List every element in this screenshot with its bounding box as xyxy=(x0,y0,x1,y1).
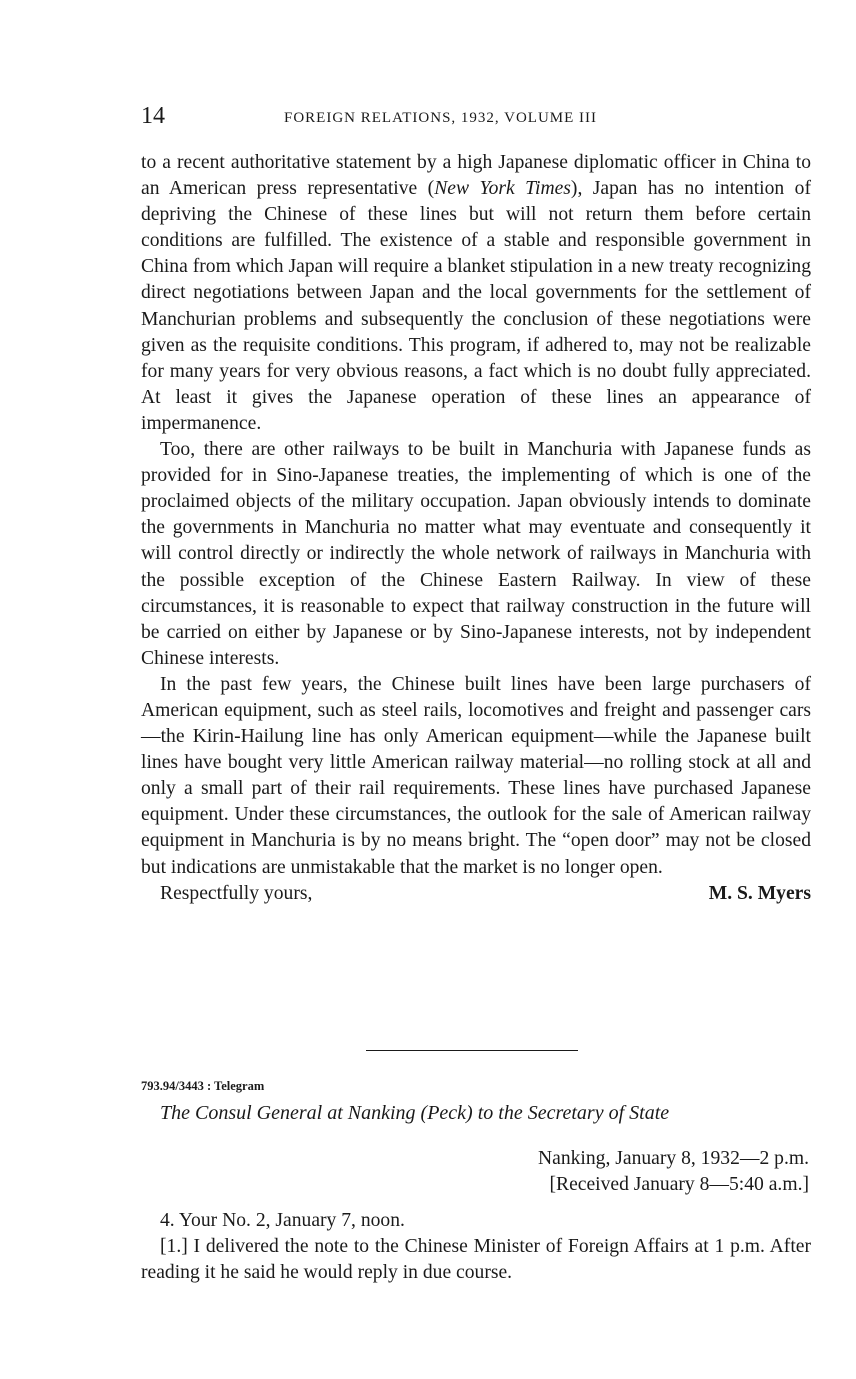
paragraph-1 xyxy=(141,150,811,437)
telegram-paragraph-2: [1.] I delivered the note to the Chinese Minister of Foreign Affairs at 1 p.m. After reading it he said he would reply in due course. xyxy=(141,1236,811,1284)
paragraph-3: In the past few years, the Chinese built lines have been large purchasers of American equipment, such as steel rails, locomotives and freight and passenger cars—the Kirin-Hailung line has only American equipment—while the Japanese built lines have bought very little American railway material—no rolling stock at all and only a small part of their rail requirements. These lines have purchased Japanese equipment. Under these circumstances, the outlook for the sale of American railway equipment in Manchuria is by no means bright. The “open door” may not be closed but indications are unmistakable that the market is no longer open. xyxy=(141,673,811,878)
closing: Respectfully yours, xyxy=(160,882,313,904)
telegram-paragraph-1: 4. Your No. 2, January 7, noon. xyxy=(160,1210,405,1231)
file-number: 793.94/3443 : Telegram xyxy=(141,1079,265,1093)
paragraph-2: Too, there are other railways to be built in Manchuria with Japanese funds as provided for in Sino-Japanese treaties, the implementing of which is one of the proclaimed objects of the military occupation. Japan obviously intends to dominate the governments in Manchuria no matter what may eventuate and consequently it will control directly or indirectly the whole network of railways in Manchuria with the possible exception of the Chinese Eastern Railway. In view of these circumstances, it is reasonable to expect that railway construction in the future will be carried on either by Japanese or by Sino-Japanese interests, not by independent Chinese interests. xyxy=(141,439,811,669)
received-line: [Received January 8—5:40 a.m.] xyxy=(549,1174,809,1195)
paragraph-1-text-b: ), Japan has no intention of depriving the Chinese of these lines but will not return them before certain conditions are fulfilled. The existence of a stable and responsible government in China from which Japan will require a blanket stipulation in a new treaty recognizing direct negotiations between Japan and the local governments for the settlement of Manchurian problems and subsequently the conclusion of these negotiations were given as the requisite conditions. This program, if adhered to, may not be realizable for many years for very obvious reasons, a fact which is no doubt fully appreciated. At least it gives the Japanese operation of these lines an appearance of impermanence. xyxy=(141,178,811,434)
section-divider xyxy=(366,1050,578,1051)
newspaper-title: New York Times xyxy=(434,178,571,200)
paragraph-1-text-a: to a recent authoritative statement by a high Japanese diplomatic officer in China to an American press representative ( xyxy=(141,152,811,200)
page-header xyxy=(141,103,811,133)
document-title: The Consul General at Nanking (Peck) to the Secretary of State xyxy=(160,1102,670,1124)
signoff xyxy=(141,881,811,907)
dateline-block xyxy=(538,1146,809,1198)
running-head: FOREIGN RELATIONS, 1932, VOLUME III xyxy=(284,110,598,126)
page-number: 14 xyxy=(141,103,165,129)
letter-body xyxy=(141,150,811,907)
telegram-body xyxy=(141,1208,811,1286)
dateline: Nanking, January 8, 1932—2 p.m. xyxy=(537,1148,809,1169)
signer-name: M. S. Myers xyxy=(708,882,811,904)
